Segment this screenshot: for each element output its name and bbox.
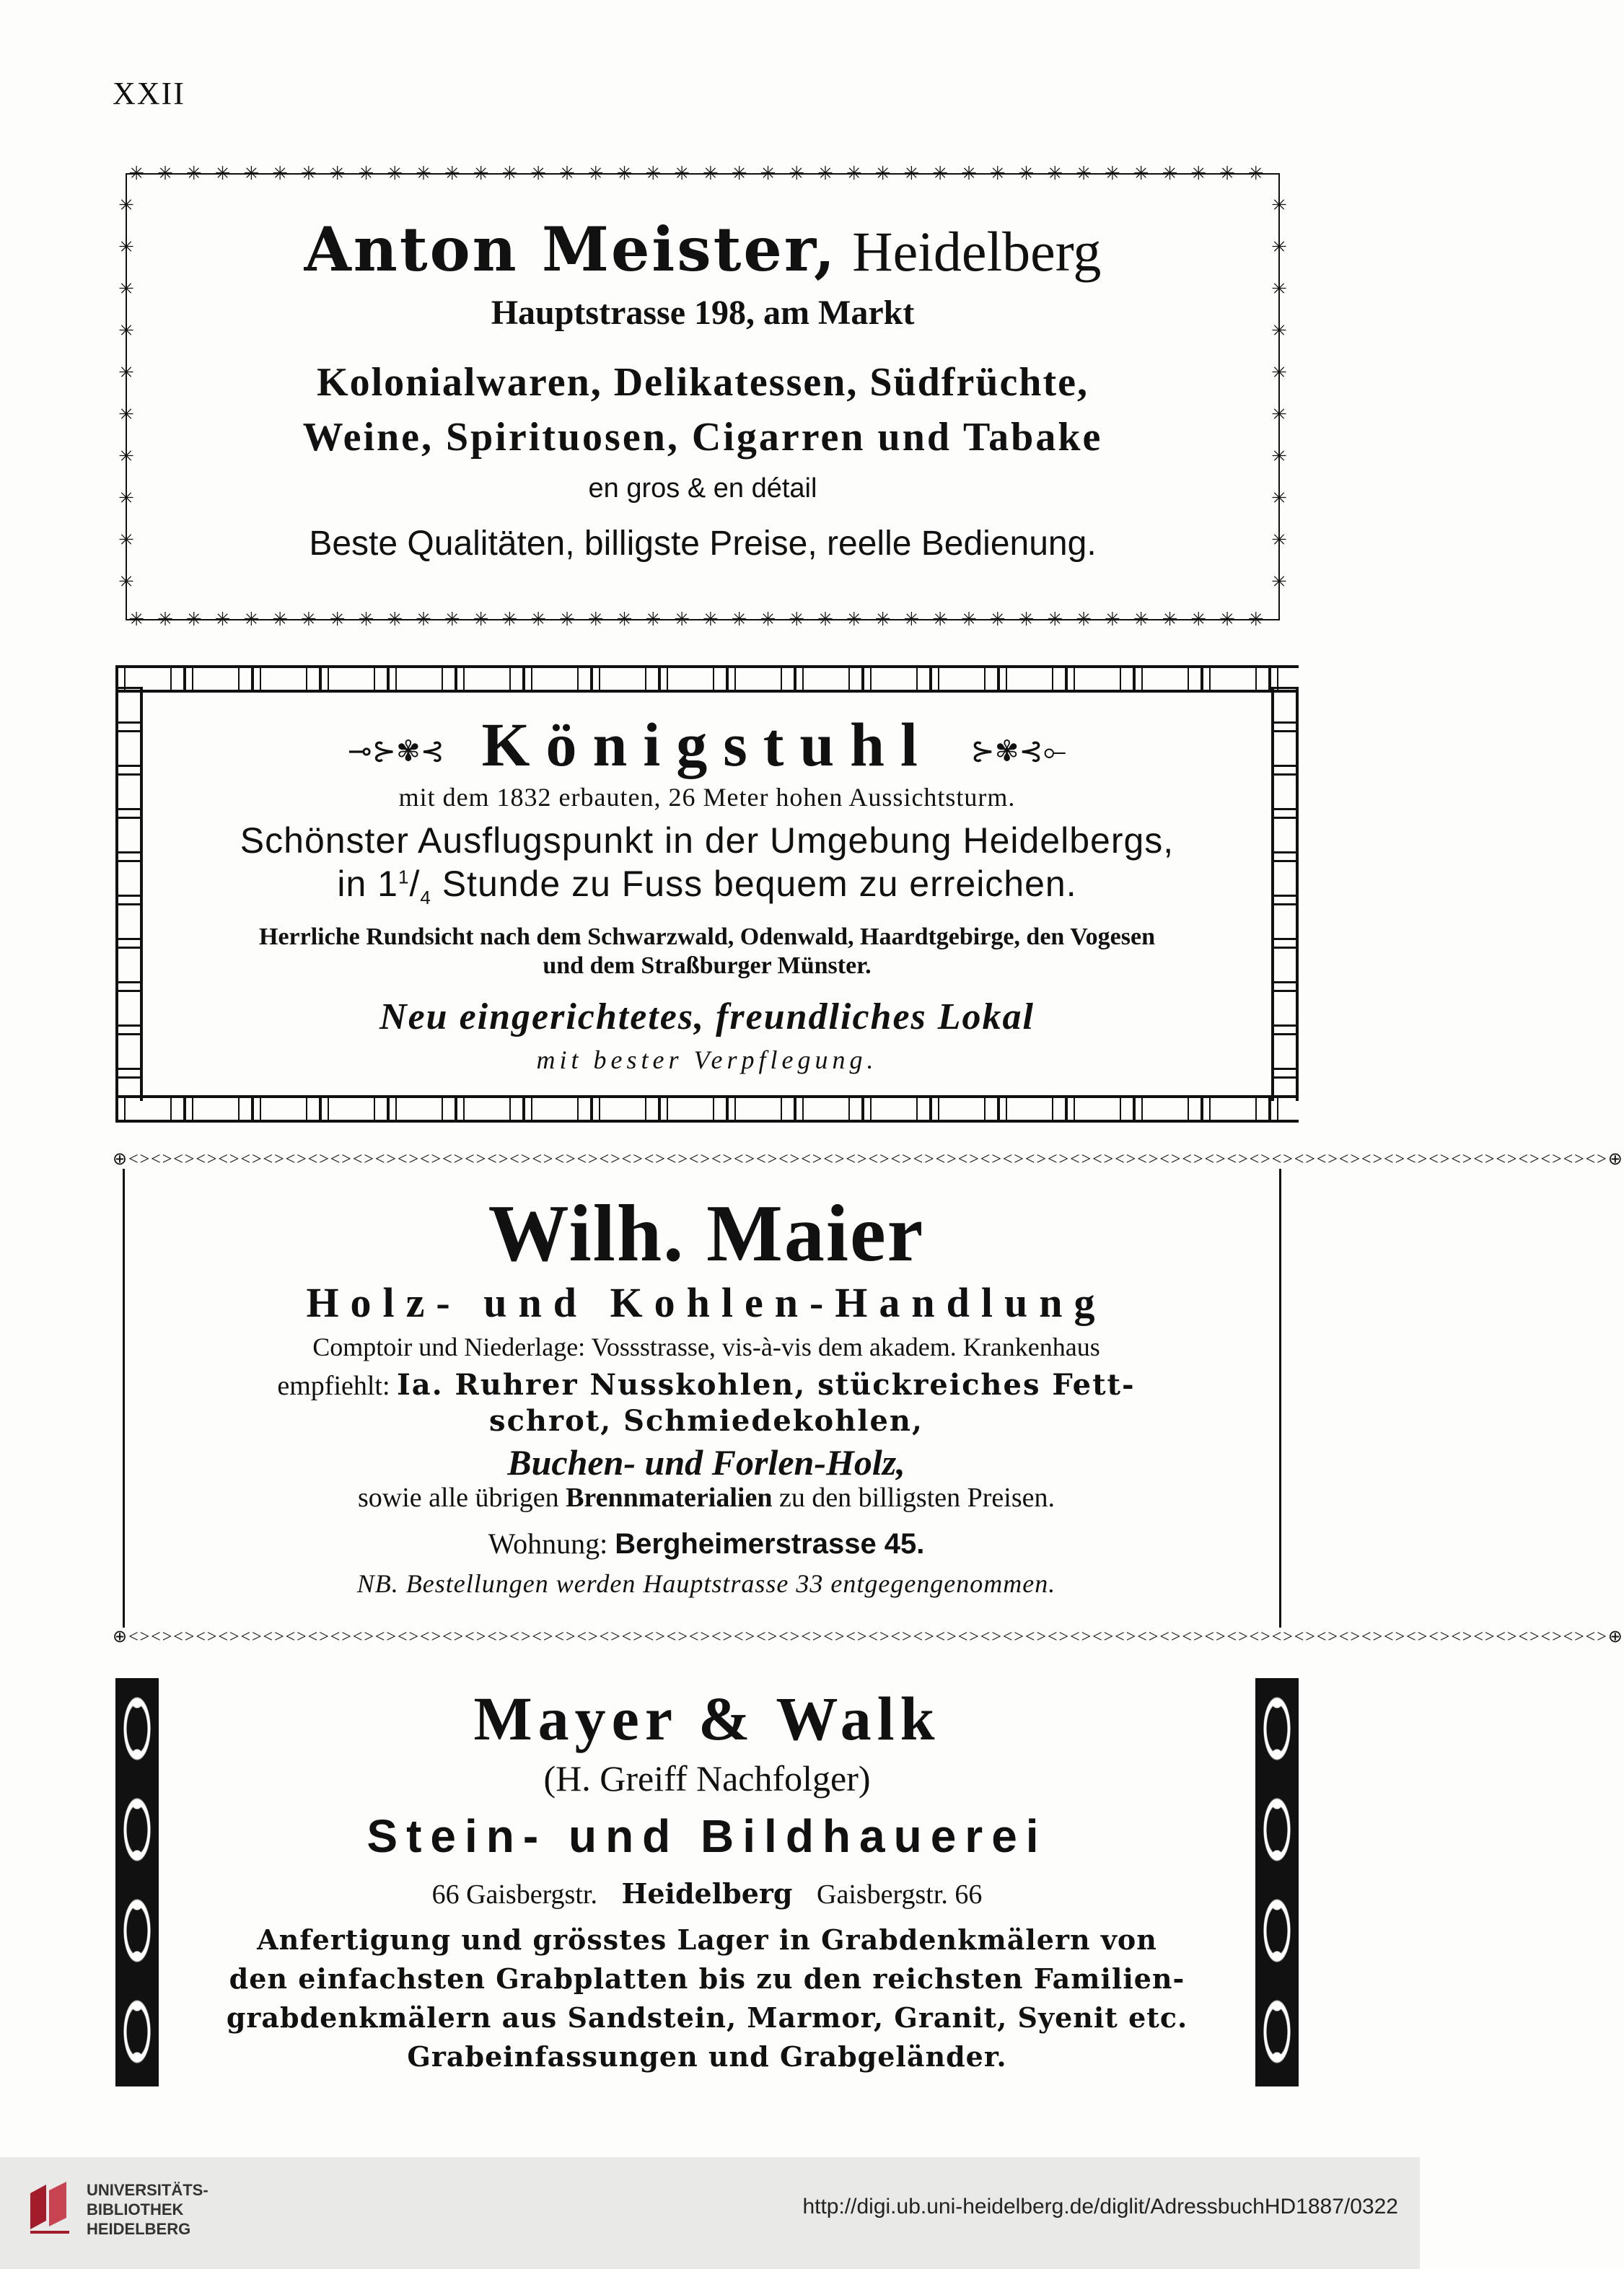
ad3-line5 (113, 1482, 1300, 1514)
ad2-line5: und dem Straßburger Münster. (543, 952, 872, 979)
ad3-line5-post: zu den billigsten Preisen. (778, 1483, 1055, 1513)
key-border-top (115, 665, 1299, 693)
ad3-line1: Comptoir und Niederlage: Vossstrasse, vis-à-vis dem akadem. Krankenhaus (312, 1333, 1100, 1361)
star-border-bottom: ✳✳✳✳✳✳✳✳✳✳✳✳✳✳✳✳✳✳✳✳✳✳✳✳✳✳✳✳✳✳✳✳✳✳✳✳✳✳✳✳ (128, 609, 1277, 630)
star-border-top: ✳✳✳✳✳✳✳✳✳✳✳✳✳✳✳✳✳✳✳✳✳✳✳✳✳✳✳✳✳✳✳✳✳✳✳✳✳✳✳✳ (128, 163, 1277, 184)
ad1-city: Heidelberg (852, 220, 1102, 283)
ad3-line6-pre: Wohnung: (488, 1527, 608, 1560)
ad1-goods-line2: Weine, Spirituosen, Cigarren und Tabake (302, 415, 1103, 460)
ad4-name: Mayer & Walk (473, 1684, 941, 1753)
ad3-line7: NB. Bestellungen werden Hauptstrasse 33 entgegengenommen. (356, 1569, 1056, 1598)
ad1-trade: en gros & en détail (588, 473, 817, 504)
ad4-trade: Stein- und Bildhauerei (367, 1810, 1048, 1862)
flourish-left-icon: ⊸⊱✾⊰ (348, 734, 445, 768)
ad-koenigstuhl (115, 665, 1299, 1123)
ad2-line3-pre: in 1 (337, 864, 398, 904)
library-line1: UNIVERSITÄTS- (87, 2181, 209, 2199)
ad3-trade: Holz- und Kohlen-Handlung (306, 1279, 1107, 1326)
flourish-right-icon: ⊱✾⊰⟜ (970, 734, 1066, 768)
ad3-line6-bold: Bergheimerstrasse 45. (615, 1528, 925, 1560)
ad2-line7: mit bester Verpflegung. (536, 1045, 878, 1074)
ad-anton-meister (115, 163, 1290, 631)
ad3-line2 (113, 1368, 1300, 1402)
chain-border-bottom: ⊕<><><><><><><><><><><><><><><><><><><><><><><><><><><><><><><><><><><><><><><><><><><><><><><><><><><><><><><><><><><><><><><><><><>⊕ (113, 1628, 1624, 1646)
ad4-line3: grabdenkmälern aus Sandstein, Marmor, Granit, Syenit etc. (226, 2001, 1188, 2034)
ad1-slogan: Beste Qualitäten, billigste Preise, reelle Bedienung. (309, 525, 1097, 563)
page-number: XXII (113, 76, 185, 111)
ad4-line4: Grabeinfassungen und Grabgeländer. (407, 2040, 1007, 2073)
ad3-line2-pre: empfiehlt: (277, 1371, 390, 1401)
ad2-line2: Schönster Ausflugspunkt in der Umgebung Heidelbergs, (240, 820, 1175, 861)
ad2-line3: in $1^1/_4$ Stunde zu Fuss bequem zu erreichen. (337, 864, 1077, 908)
ad3-line5-bold: Brennmaterialien (566, 1483, 773, 1513)
ad4-addr-left: 66 Gaisbergstr. (431, 1879, 597, 1910)
ad2-line3-post: Stunde zu Fuss bequem zu erreichen. (431, 864, 1077, 904)
ad3-line6 (113, 1527, 1300, 1561)
ad3-line2-bold: Ia. Ruhrer Nusskohlen, stückreiches Fett- (397, 1368, 1136, 1402)
ad1-address: Hauptstrasse 198, am Markt (491, 294, 915, 332)
ad3-name: Wilh. Maier (488, 1189, 925, 1278)
library-footer (0, 2157, 1420, 2269)
star-border-right: ✳ ✳ ✳ ✳ ✳ ✳ ✳ ✳ ✳ ✳ (1271, 195, 1287, 592)
ad2-line4: Herrliche Rundsicht nach dem Schwarzwald, Odenwald, Haardtgebirge, den Vogesen (259, 923, 1155, 950)
ad1-name: Anton Meister, (304, 214, 838, 285)
ad2-title: Königstuhl (481, 710, 934, 779)
ad4-sub: (H. Greiff Nachfolger) (543, 1758, 871, 1799)
ad-wilh-maier (113, 1150, 1624, 1646)
star-border-left: ✳ ✳ ✳ ✳ ✳ ✳ ✳ ✳ ✳ ✳ (118, 195, 134, 592)
library-logo-icon (25, 2179, 75, 2237)
library-name (87, 2180, 209, 2239)
ad4-line1: Anfertigung und grösstes Lager in Grabdenkmälern von (257, 1923, 1157, 1956)
library-line2: BIBLIOTHEK (87, 2200, 184, 2218)
ad4-addr-city: Heidelberg (621, 1877, 793, 1910)
ad2-headline (115, 708, 1299, 787)
key-border-bottom (115, 1095, 1299, 1123)
ad3-line4: Buchen- und Forlen-Holz, (507, 1442, 905, 1483)
ad2-line1: mit dem 1832 erbauten, 26 Meter hohen Aussichtsturm. (398, 783, 1016, 812)
ad2-line6: Neu eingerichtetes, freundliches Lokal (379, 996, 1035, 1037)
ad4-line2: den einfachsten Grabplatten bis zu den reichsten Familien- (229, 1962, 1185, 1995)
ad-mayer-walk (115, 1678, 1299, 2086)
library-line3: HEIDELBERG (87, 2220, 191, 2238)
ad1-goods-line1: Kolonialwaren, Delikatessen, Südfrüchte, (317, 360, 1089, 405)
ad4-address (115, 1877, 1299, 1910)
chain-border-top: ⊕<><><><><><><><><><><><><><><><><><><><><><><><><><><><><><><><><><><><><><><><><><><><><><><><><><><><><><><><><><><><><><><><><><>⊕ (113, 1150, 1624, 1169)
ad2-fraction-den: 4 (420, 887, 431, 908)
source-url-link[interactable]: http://digi.ub.uni-heidelberg.de/diglit/AdressbuchHD1887/0322 (802, 2195, 1398, 2218)
ad4-addr-right: Gaisbergstr. 66 (817, 1879, 983, 1910)
ad2-fraction-num: 1 (398, 866, 410, 888)
ad1-headline (115, 214, 1290, 288)
ad3-line5-pre: sowie alle übrigen (357, 1483, 559, 1513)
ad3-line3: schrot, Schmiedekohlen, (489, 1404, 923, 1438)
